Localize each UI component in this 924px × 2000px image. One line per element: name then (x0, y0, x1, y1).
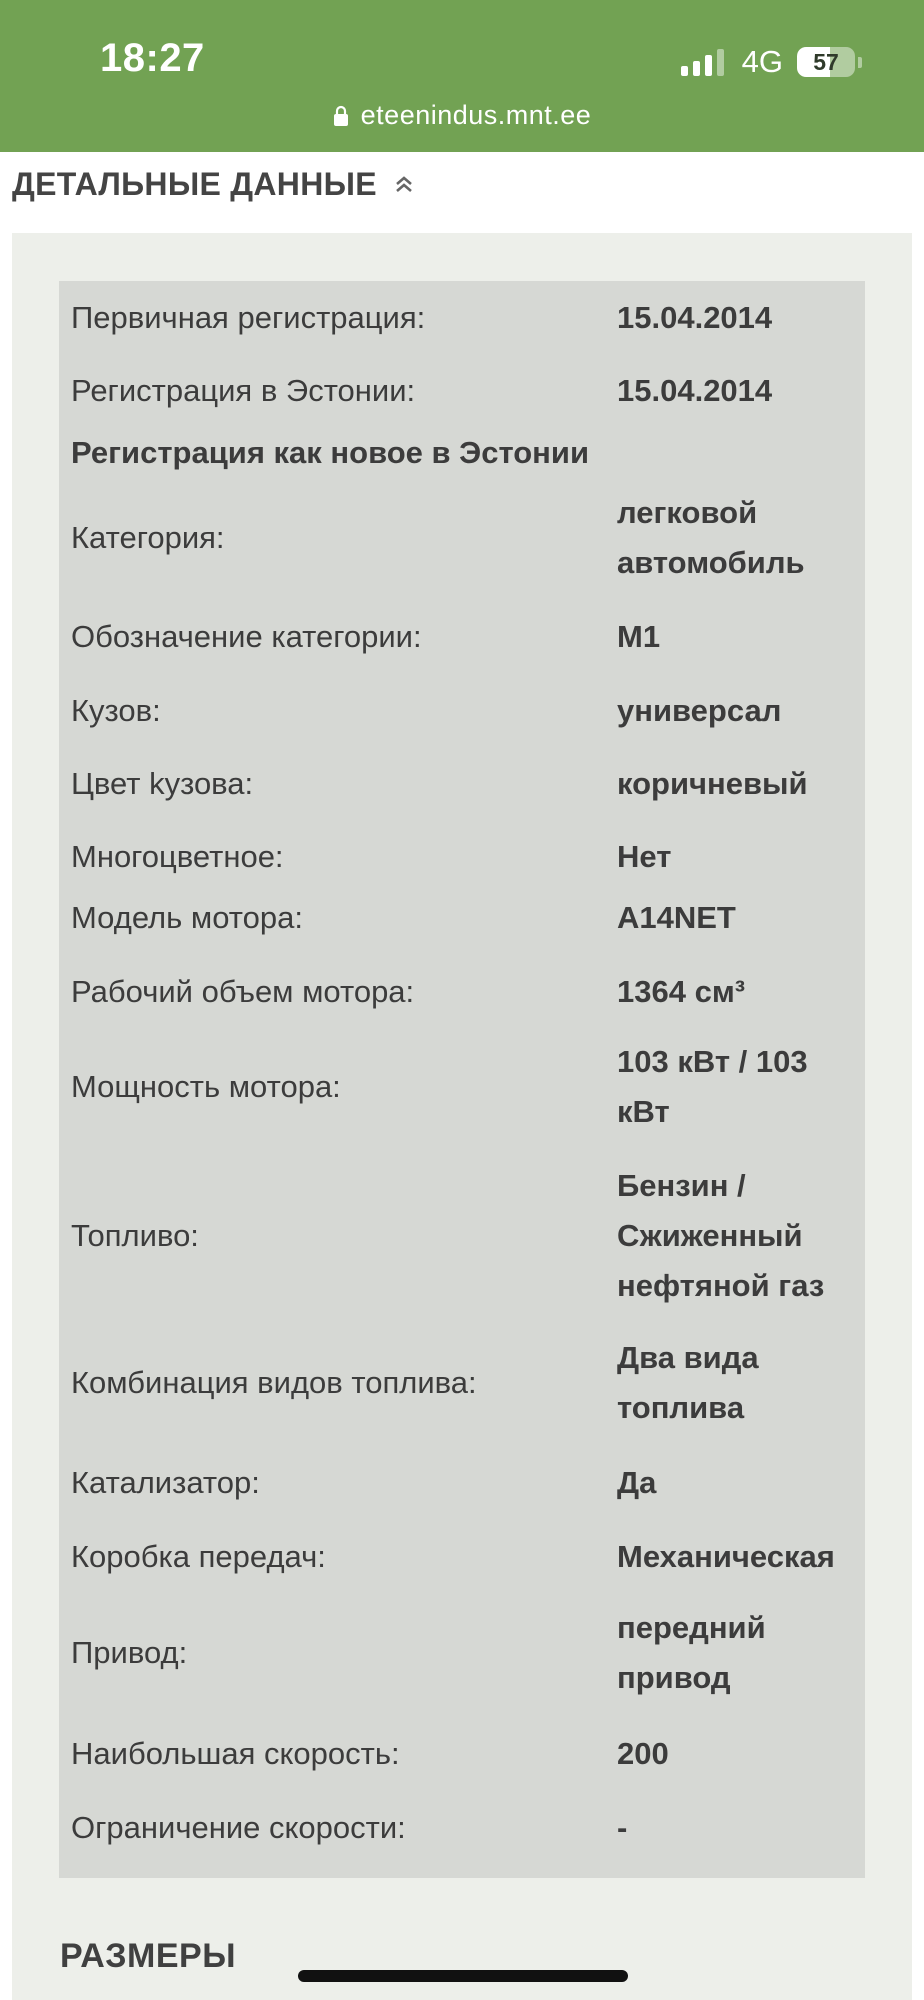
address-bar[interactable] (0, 100, 924, 131)
detail-row (59, 1456, 865, 1510)
detail-row (59, 757, 865, 811)
detail-value: Да (617, 1465, 657, 1500)
detail-heading: Регистрация как новое в Эстонии (71, 435, 590, 470)
section-title-dimensions[interactable]: РАЗМЕРЫ (60, 1937, 237, 1975)
detail-label: Ограничение скорости: (71, 1810, 406, 1845)
detail-value: коричневый (617, 766, 808, 801)
detail-row (59, 965, 865, 1019)
battery-tip (858, 57, 862, 68)
detail-row (59, 684, 865, 738)
detail-label: Наибольшая скорость: (71, 1736, 400, 1771)
status-indicators (681, 42, 862, 82)
section-title: ДЕТАЛЬНЫЕ ДАННЫЕ (12, 165, 377, 202)
detail-label: Категория: (71, 520, 225, 555)
detail-value: 15.04.2014 (617, 373, 773, 408)
detail-value: 200 (617, 1736, 669, 1771)
detail-value: Механическая (617, 1539, 835, 1574)
detail-row (59, 1161, 865, 1311)
detail-row (59, 830, 865, 884)
detail-row (59, 364, 865, 418)
detail-value: 15.04.2014 (617, 300, 773, 335)
detail-row (59, 291, 865, 345)
detail-label: Модель мотора: (71, 900, 303, 935)
detail-label: Катализатор: (71, 1465, 260, 1500)
detail-label: Комбинация видов топлива: (71, 1365, 477, 1400)
home-indicator[interactable] (298, 1970, 628, 1982)
detail-row (59, 1603, 865, 1703)
detail-value: легковой автомобиль (617, 495, 805, 580)
double-chevron-up-icon (393, 173, 415, 195)
detail-label: Обозначение категории: (71, 619, 422, 654)
detail-row (59, 1727, 865, 1781)
battery-icon (797, 47, 855, 77)
detail-label: Топливо: (71, 1218, 199, 1253)
detail-value: A14NET (617, 900, 736, 935)
detail-row (59, 1530, 865, 1584)
cellular-signal-icon (681, 48, 724, 76)
detail-label: Рабочий объем мотора: (71, 974, 415, 1009)
detail-heading-row (59, 426, 865, 480)
detail-label: Мощность мотора: (71, 1069, 341, 1104)
detail-value: Бензин / Сжиженный нефтяной газ (617, 1168, 825, 1303)
battery-percent: 57 (813, 49, 839, 75)
detail-label: Многоцветное: (71, 839, 284, 874)
detail-value: 103 кВт / 103 кВт (617, 1044, 808, 1129)
detail-row (59, 1333, 865, 1433)
status-bar (0, 0, 924, 152)
detail-row (59, 488, 865, 588)
detail-value: Два вида топлива (617, 1340, 759, 1425)
lock-icon (333, 105, 349, 127)
detail-value: Нет (617, 839, 672, 874)
detail-row (59, 891, 865, 945)
detail-label: Коробка передач: (71, 1539, 326, 1574)
detail-value: 1364 см³ (617, 974, 746, 1009)
details-panel (12, 233, 912, 2000)
detail-label: Регистрация в Эстонии: (71, 373, 416, 408)
detail-row (59, 610, 865, 664)
detail-label: Кузов: (71, 693, 161, 728)
detail-label: Привод: (71, 1635, 188, 1670)
detail-value: M1 (617, 619, 661, 654)
detail-label: Первичная регистрация: (71, 300, 426, 335)
section-toggle-details[interactable] (12, 162, 415, 206)
network-type: 4G (741, 44, 783, 79)
details-table (59, 281, 865, 1878)
clock: 18:27 (100, 36, 205, 80)
detail-row (59, 1801, 865, 1855)
url-text: eteenindus.mnt.ee (360, 100, 592, 130)
detail-row (59, 1037, 865, 1137)
detail-value: - (617, 1810, 628, 1845)
detail-label: Цвет kузова: (71, 766, 254, 801)
detail-value: универсал (617, 693, 782, 728)
detail-value: передний привод (617, 1610, 766, 1695)
